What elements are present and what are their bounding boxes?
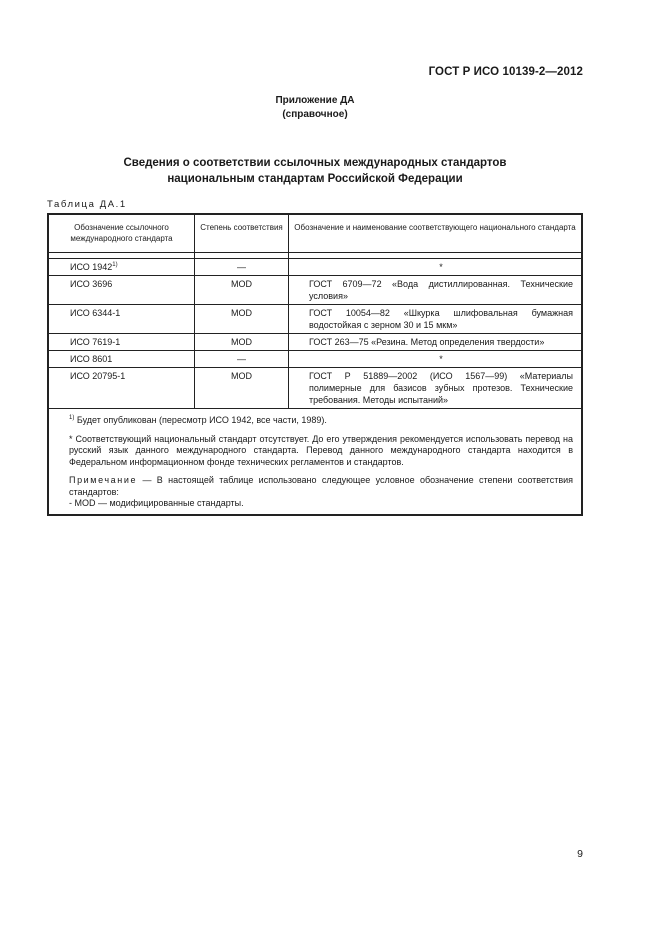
note-label: Примечание [69, 475, 138, 485]
cell-degree: MOD [195, 276, 289, 305]
cell-degree: MOD [195, 305, 289, 334]
cell-international: ИСО 8601 [49, 351, 195, 368]
footnote-ref: 1) [112, 262, 118, 268]
cell-international: ИСО 20795-1 [49, 368, 195, 409]
appendix-title: Приложение ДА [275, 95, 355, 106]
cell-national: ГОСТ 6709—72 «Вода дистиллированная. Технические условия» [289, 276, 582, 305]
header-international-standard: Обозначение ссылочного международного стандарта [49, 215, 195, 253]
section-title-line-2: национальным стандартам Российской Федерации [167, 173, 463, 185]
cell-national: * [289, 259, 582, 276]
table-row [49, 259, 582, 276]
cell-international: ИСО 3696 [49, 276, 195, 305]
appendix-subtitle: (справочное) [282, 109, 348, 120]
page-number: 9 [577, 848, 583, 860]
cell-national: ГОСТ 10054—82 «Шкурка шлифовальная бумажная водостойкая с зерном 30 и 15 мкм» [289, 305, 582, 334]
note-paragraph [69, 475, 573, 498]
note-item: - MOD — модифицированные стандарты. [69, 498, 244, 508]
table-row [49, 351, 582, 368]
footnote [69, 415, 573, 427]
header-degree: Степень соответствия [195, 215, 289, 253]
cell-national: ГОСТ 263—75 «Резина. Метод определения твердости» [289, 334, 582, 351]
note-text: — В настоящей таблице использовано следующее условное обозначение степени соответствия стандартов: [69, 475, 573, 497]
cell-degree: — [195, 351, 289, 368]
table-row [49, 305, 582, 334]
cell-national: * [289, 351, 582, 368]
correspondence-table [47, 213, 583, 516]
table-header-row [49, 215, 582, 253]
section-title-line-1: Сведения о соответствии ссылочных международных стандартов [123, 157, 507, 169]
cell-national: ГОСТ Р 51889—2002 (ИСО 1567—99) «Материалы полимерные для базисов зубных протезов. Технические требования. Методы испытаний» [289, 368, 582, 409]
table-row [49, 334, 582, 351]
footnote-text: Будет опубликован (пересмотр ИСО 1942, все части, 1989). [76, 415, 327, 425]
appendix-heading [0, 94, 630, 122]
cell-degree: MOD [195, 334, 289, 351]
table-row [49, 368, 582, 409]
standard-code: ИСО 1942 [70, 262, 113, 272]
table-notes-row [49, 409, 582, 515]
section-title [0, 155, 630, 187]
cell-international: ИСО 6344-1 [49, 305, 195, 334]
cell-degree: — [195, 259, 289, 276]
cell-international: ИСО 7619-1 [49, 334, 195, 351]
table-notes [49, 409, 582, 515]
cell-degree: MOD [195, 368, 289, 409]
footnote-mark: 1) [69, 415, 75, 421]
header-national-standard: Обозначение и наименование соответствующего национального стандарта [289, 215, 582, 253]
table-caption: Таблица ДА.1 [47, 199, 127, 210]
document-code: ГОСТ Р ИСО 10139-2—2012 [428, 66, 583, 78]
table-row [49, 276, 582, 305]
cell-international [49, 259, 195, 276]
correspondence-table-grid [48, 214, 582, 515]
asterisk-note: * Соответствующий национальный стандарт отсутствует. До его утверждения рекомендуется использовать перевод на русский язык данного международного стандарта. Перевод данного международного стандарта находится в Федеральном информационном фонде технических регламентов и стандартов. [69, 433, 573, 467]
